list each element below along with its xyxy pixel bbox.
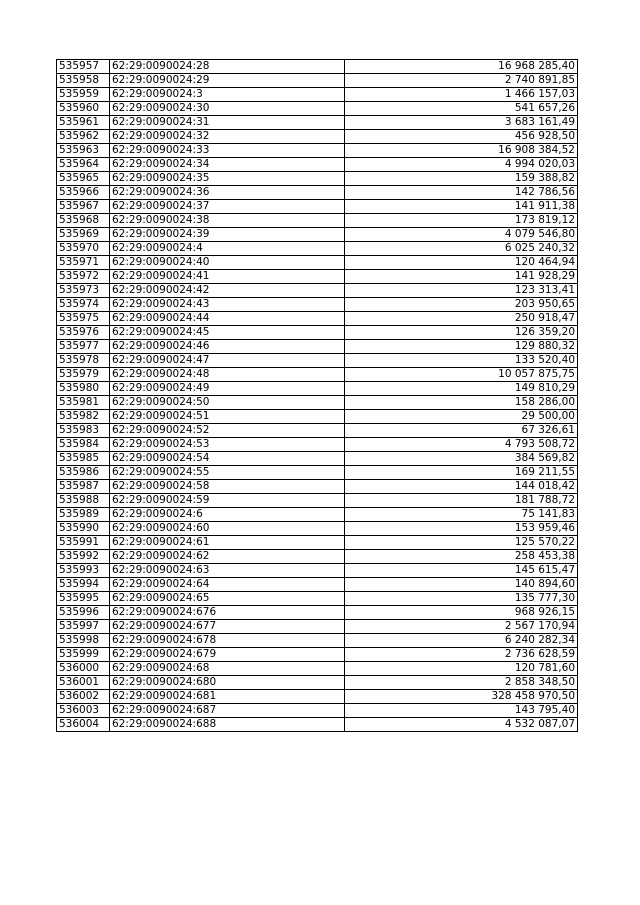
table-row <box>57 634 578 648</box>
cadastral-value-cell: 159 388,82 <box>345 172 578 186</box>
table-row <box>57 424 578 438</box>
table-row <box>57 116 578 130</box>
cadastral-number-cell: 62:29:0090024:64 <box>110 578 345 592</box>
table-row <box>57 690 578 704</box>
cadastral-number-cell: 62:29:0090024:61 <box>110 536 345 550</box>
row-number-cell: 535982 <box>57 410 110 424</box>
row-number-cell: 535960 <box>57 102 110 116</box>
cadastral-value-cell: 173 819,12 <box>345 214 578 228</box>
table-row <box>57 312 578 326</box>
row-number-cell: 535992 <box>57 550 110 564</box>
cadastral-number-cell: 62:29:0090024:3 <box>110 88 345 102</box>
row-number-cell: 536003 <box>57 704 110 718</box>
table-row <box>57 508 578 522</box>
table-row <box>57 368 578 382</box>
cadastral-number-cell: 62:29:0090024:34 <box>110 158 345 172</box>
row-number-cell: 535961 <box>57 116 110 130</box>
cadastral-value-cell: 6 025 240,32 <box>345 242 578 256</box>
cadastral-value-cell: 250 918,47 <box>345 312 578 326</box>
cadastral-number-cell: 62:29:0090024:51 <box>110 410 345 424</box>
cadastral-value-cell: 29 500,00 <box>345 410 578 424</box>
table-row <box>57 564 578 578</box>
cadastral-value-cell: 2 567 170,94 <box>345 620 578 634</box>
row-number-cell: 535987 <box>57 480 110 494</box>
row-number-cell: 535962 <box>57 130 110 144</box>
cadastral-value-cell: 135 777,30 <box>345 592 578 606</box>
table-row <box>57 522 578 536</box>
table-row <box>57 144 578 158</box>
row-number-cell: 535976 <box>57 326 110 340</box>
table-row <box>57 270 578 284</box>
cadastral-value-cell: 120 781,60 <box>345 662 578 676</box>
cadastral-number-cell: 62:29:0090024:44 <box>110 312 345 326</box>
table-row <box>57 410 578 424</box>
cadastral-number-cell: 62:29:0090024:677 <box>110 620 345 634</box>
cadastral-number-cell: 62:29:0090024:40 <box>110 256 345 270</box>
cadastral-value-cell: 126 359,20 <box>345 326 578 340</box>
cadastral-value-cell: 10 057 875,75 <box>345 368 578 382</box>
cadastral-number-cell: 62:29:0090024:53 <box>110 438 345 452</box>
table-row <box>57 88 578 102</box>
row-number-cell: 535968 <box>57 214 110 228</box>
cadastral-value-cell: 16 908 384,52 <box>345 144 578 158</box>
row-number-cell: 535966 <box>57 186 110 200</box>
cadastral-value-cell: 133 520,40 <box>345 354 578 368</box>
row-number-cell: 535980 <box>57 382 110 396</box>
cadastral-number-cell: 62:29:0090024:29 <box>110 74 345 88</box>
row-number-cell: 536001 <box>57 676 110 690</box>
table-row <box>57 284 578 298</box>
cadastral-value-cell: 140 894,60 <box>345 578 578 592</box>
cadastral-value-cell: 67 326,61 <box>345 424 578 438</box>
cadastral-value-cell: 141 911,38 <box>345 200 578 214</box>
table-row <box>57 214 578 228</box>
table-row <box>57 256 578 270</box>
cadastral-number-cell: 62:29:0090024:43 <box>110 298 345 312</box>
table-row <box>57 326 578 340</box>
table-row <box>57 662 578 676</box>
row-number-cell: 535986 <box>57 466 110 480</box>
table-row <box>57 382 578 396</box>
row-number-cell: 535970 <box>57 242 110 256</box>
row-number-cell: 535967 <box>57 200 110 214</box>
row-number-cell: 535990 <box>57 522 110 536</box>
row-number-cell: 536002 <box>57 690 110 704</box>
table-row <box>57 452 578 466</box>
row-number-cell: 535964 <box>57 158 110 172</box>
row-number-cell: 535972 <box>57 270 110 284</box>
row-number-cell: 535974 <box>57 298 110 312</box>
cadastral-value-cell: 129 880,32 <box>345 340 578 354</box>
row-number-cell: 535998 <box>57 634 110 648</box>
cadastral-value-cell: 203 950,65 <box>345 298 578 312</box>
cadastral-value-cell: 2 736 628,59 <box>345 648 578 662</box>
cadastral-number-cell: 62:29:0090024:688 <box>110 718 345 732</box>
table-row <box>57 340 578 354</box>
cadastral-number-cell: 62:29:0090024:39 <box>110 228 345 242</box>
cadastral-value-cell: 541 657,26 <box>345 102 578 116</box>
table-row <box>57 676 578 690</box>
cadastral-number-cell: 62:29:0090024:30 <box>110 102 345 116</box>
cadastral-number-cell: 62:29:0090024:54 <box>110 452 345 466</box>
table-row <box>57 172 578 186</box>
cadastral-value-cell: 16 968 285,40 <box>345 60 578 74</box>
cadastral-value-cell: 144 018,42 <box>345 480 578 494</box>
row-number-cell: 535991 <box>57 536 110 550</box>
row-number-cell: 535984 <box>57 438 110 452</box>
row-number-cell: 535978 <box>57 354 110 368</box>
table-row <box>57 480 578 494</box>
cadastral-number-cell: 62:29:0090024:31 <box>110 116 345 130</box>
table-row <box>57 578 578 592</box>
cadastral-number-cell: 62:29:0090024:4 <box>110 242 345 256</box>
cadastral-number-cell: 62:29:0090024:62 <box>110 550 345 564</box>
table-row <box>57 536 578 550</box>
table-row <box>57 74 578 88</box>
cadastral-value-cell: 456 928,50 <box>345 130 578 144</box>
cadastral-value-cell: 142 786,56 <box>345 186 578 200</box>
table-row <box>57 592 578 606</box>
cadastral-number-cell: 62:29:0090024:58 <box>110 480 345 494</box>
row-number-cell: 535996 <box>57 606 110 620</box>
cadastral-number-cell: 62:29:0090024:45 <box>110 326 345 340</box>
table-row <box>57 704 578 718</box>
table-row <box>57 494 578 508</box>
row-number-cell: 535995 <box>57 592 110 606</box>
cadastral-value-cell: 4 532 087,07 <box>345 718 578 732</box>
cadastral-number-cell: 62:29:0090024:676 <box>110 606 345 620</box>
table-row <box>57 354 578 368</box>
table-row <box>57 228 578 242</box>
table-row <box>57 620 578 634</box>
row-number-cell: 535997 <box>57 620 110 634</box>
cadastral-value-cell: 3 683 161,49 <box>345 116 578 130</box>
cadastral-number-cell: 62:29:0090024:28 <box>110 60 345 74</box>
row-number-cell: 535988 <box>57 494 110 508</box>
table-row <box>57 438 578 452</box>
cadastral-value-cell: 145 615,47 <box>345 564 578 578</box>
cadastral-value-cell: 125 570,22 <box>345 536 578 550</box>
row-number-cell: 535958 <box>57 74 110 88</box>
cadastral-number-cell: 62:29:0090024:679 <box>110 648 345 662</box>
cadastral-value-cell: 4 994 020,03 <box>345 158 578 172</box>
cadastral-number-cell: 62:29:0090024:38 <box>110 214 345 228</box>
row-number-cell: 535989 <box>57 508 110 522</box>
table-row <box>57 60 578 74</box>
table-body <box>57 60 578 732</box>
cadastral-number-cell: 62:29:0090024:49 <box>110 382 345 396</box>
table-row <box>57 648 578 662</box>
cadastral-number-cell: 62:29:0090024:41 <box>110 270 345 284</box>
cadastral-number-cell: 62:29:0090024:68 <box>110 662 345 676</box>
table-row <box>57 718 578 732</box>
row-number-cell: 535963 <box>57 144 110 158</box>
table-row <box>57 396 578 410</box>
cadastral-value-cell: 181 788,72 <box>345 494 578 508</box>
cadastral-value-cell: 384 569,82 <box>345 452 578 466</box>
row-number-cell: 535981 <box>57 396 110 410</box>
table-row <box>57 200 578 214</box>
cadastral-number-cell: 62:29:0090024:36 <box>110 186 345 200</box>
cadastral-value-cell: 2 858 348,50 <box>345 676 578 690</box>
table-row <box>57 466 578 480</box>
row-number-cell: 535979 <box>57 368 110 382</box>
cadastral-value-cell: 1 466 157,03 <box>345 88 578 102</box>
row-number-cell: 535999 <box>57 648 110 662</box>
cadastral-number-cell: 62:29:0090024:6 <box>110 508 345 522</box>
cadastral-value-cell: 158 286,00 <box>345 396 578 410</box>
cadastral-value-cell: 141 928,29 <box>345 270 578 284</box>
row-number-cell: 535983 <box>57 424 110 438</box>
cadastral-number-cell: 62:29:0090024:65 <box>110 592 345 606</box>
cadastral-number-cell: 62:29:0090024:63 <box>110 564 345 578</box>
cadastral-number-cell: 62:29:0090024:42 <box>110 284 345 298</box>
cadastral-number-cell: 62:29:0090024:52 <box>110 424 345 438</box>
cadastral-value-cell: 258 453,38 <box>345 550 578 564</box>
row-number-cell: 536000 <box>57 662 110 676</box>
cadastral-number-cell: 62:29:0090024:50 <box>110 396 345 410</box>
row-number-cell: 535977 <box>57 340 110 354</box>
row-number-cell: 535965 <box>57 172 110 186</box>
table-row <box>57 158 578 172</box>
cadastral-value-cell: 75 141,83 <box>345 508 578 522</box>
cadastral-number-cell: 62:29:0090024:681 <box>110 690 345 704</box>
table-row <box>57 186 578 200</box>
row-number-cell: 535971 <box>57 256 110 270</box>
row-number-cell: 535973 <box>57 284 110 298</box>
row-number-cell: 535969 <box>57 228 110 242</box>
cadastral-number-cell: 62:29:0090024:47 <box>110 354 345 368</box>
cadastral-number-cell: 62:29:0090024:678 <box>110 634 345 648</box>
cadastral-value-table <box>56 59 578 732</box>
cadastral-value-cell: 4 793 508,72 <box>345 438 578 452</box>
row-number-cell: 536004 <box>57 718 110 732</box>
row-number-cell: 535957 <box>57 60 110 74</box>
cadastral-value-cell: 120 464,94 <box>345 256 578 270</box>
cadastral-number-cell: 62:29:0090024:60 <box>110 522 345 536</box>
cadastral-number-cell: 62:29:0090024:33 <box>110 144 345 158</box>
cadastral-value-cell: 2 740 891,85 <box>345 74 578 88</box>
cadastral-value-cell: 4 079 546,80 <box>345 228 578 242</box>
cadastral-value-cell: 149 810,29 <box>345 382 578 396</box>
table-row <box>57 242 578 256</box>
cadastral-number-cell: 62:29:0090024:46 <box>110 340 345 354</box>
row-number-cell: 535994 <box>57 578 110 592</box>
table-row <box>57 102 578 116</box>
cadastral-number-cell: 62:29:0090024:59 <box>110 494 345 508</box>
cadastral-number-cell: 62:29:0090024:37 <box>110 200 345 214</box>
cadastral-number-cell: 62:29:0090024:55 <box>110 466 345 480</box>
cadastral-value-cell: 123 313,41 <box>345 284 578 298</box>
cadastral-number-cell: 62:29:0090024:48 <box>110 368 345 382</box>
cadastral-value-cell: 968 926,15 <box>345 606 578 620</box>
cadastral-number-cell: 62:29:0090024:687 <box>110 704 345 718</box>
cadastral-value-cell: 328 458 970,50 <box>345 690 578 704</box>
table-row <box>57 550 578 564</box>
row-number-cell: 535993 <box>57 564 110 578</box>
cadastral-value-cell: 153 959,46 <box>345 522 578 536</box>
row-number-cell: 535959 <box>57 88 110 102</box>
table-row <box>57 130 578 144</box>
cadastral-number-cell: 62:29:0090024:680 <box>110 676 345 690</box>
cadastral-value-cell: 143 795,40 <box>345 704 578 718</box>
cadastral-value-cell: 169 211,55 <box>345 466 578 480</box>
row-number-cell: 535985 <box>57 452 110 466</box>
cadastral-number-cell: 62:29:0090024:32 <box>110 130 345 144</box>
cadastral-number-cell: 62:29:0090024:35 <box>110 172 345 186</box>
cadastral-value-cell: 6 240 282,34 <box>345 634 578 648</box>
table-row <box>57 298 578 312</box>
table-row <box>57 606 578 620</box>
row-number-cell: 535975 <box>57 312 110 326</box>
